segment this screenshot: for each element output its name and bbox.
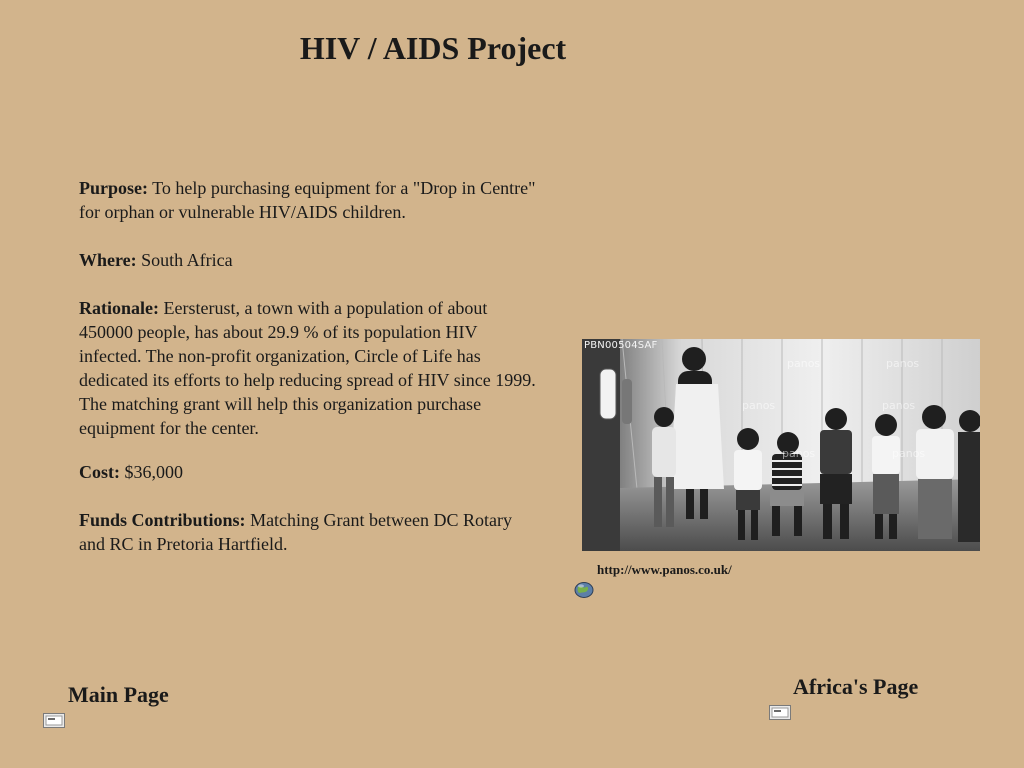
main-page-link[interactable]: Main Page xyxy=(68,682,169,707)
action-button-icon[interactable] xyxy=(43,713,65,728)
cost-paragraph xyxy=(79,460,541,484)
purpose-label: Purpose: xyxy=(79,178,148,198)
photo-source-link[interactable]: http://www.panos.co.uk/ xyxy=(597,562,732,577)
where-text: South Africa xyxy=(136,250,233,270)
photo-watermark: panos xyxy=(882,399,916,412)
photo-watermark: panos xyxy=(892,447,926,460)
rationale-paragraph xyxy=(79,296,541,440)
project-details xyxy=(79,176,541,580)
page-title: HIV / AIDS Project xyxy=(299,30,567,66)
funds-text: Matching Grant between DC Rotary and RC in Pretoria Hartfield. xyxy=(79,510,512,554)
where-label: Where: xyxy=(79,250,137,270)
globe-icon[interactable] xyxy=(574,581,594,598)
rationale-label: Rationale: xyxy=(79,298,159,318)
cost-text: $36,000 xyxy=(120,462,183,482)
purpose-paragraph xyxy=(79,176,541,224)
photo-watermark: panos xyxy=(886,357,920,370)
africa-page-link[interactable]: Africa's Page xyxy=(793,674,919,699)
children-photo xyxy=(582,339,980,551)
photo-id-label: PBN00504SAF xyxy=(584,340,658,351)
funds-label: Funds Contributions: xyxy=(79,510,246,530)
photo-watermark: panos xyxy=(782,447,816,460)
purpose-text: To help purchasing equipment for a "Drop in Centre" for orphan or vulnerable HIV/AIDS children. xyxy=(79,178,536,222)
photo-watermark: panos xyxy=(742,399,776,412)
funds-paragraph xyxy=(79,508,541,556)
where-paragraph xyxy=(79,248,541,272)
photo-illustration xyxy=(582,339,980,551)
cost-label: Cost: xyxy=(79,462,120,482)
action-button-icon[interactable] xyxy=(769,705,791,720)
rationale-text: Eersterust, a town with a population of about 450000 people, has about 29.9 % of its population HIV infected. The non-profit organization, Circle of Life has dedicated its efforts to help reducing spread of HIV since 1999. The matching grant will help this organization purchase equipment for the center. xyxy=(79,298,536,438)
photo-watermark: panos xyxy=(787,357,821,370)
